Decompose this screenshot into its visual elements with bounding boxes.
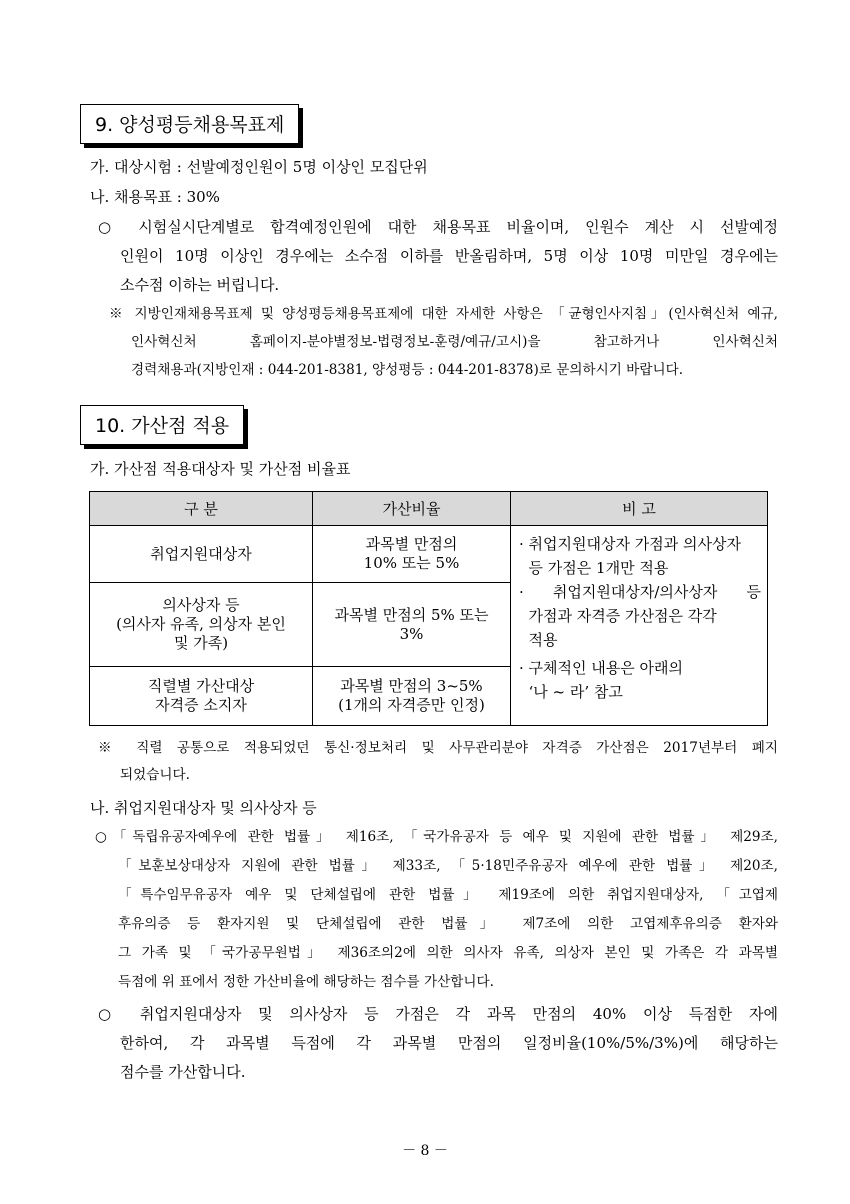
- table-cell-category: [90, 583, 313, 667]
- table-cell-ratio: [313, 526, 511, 583]
- cell-line: 직렬별 가산대상: [147, 677, 255, 695]
- paragraph-line: 「특수임무유공자 예우 및 단체설립에 관한 법률」 제19조에 의한 취업지원대상자, 「고엽제: [118, 887, 778, 903]
- section-9-item-na: 나. 채용목표 : 30%: [90, 188, 220, 206]
- veteran-paragraph: [95, 823, 778, 997]
- table-cell-remarks: [511, 526, 768, 726]
- section-9-bullet-line: ○ 시험실시단계별로 합격예정인원에 대한 채용목표 비율이며, 인원수 계산 시 선발예정: [98, 218, 778, 236]
- table-header-row: [90, 492, 768, 526]
- cell-line: 및 가족): [173, 634, 229, 652]
- section-9-bullet-line: 인원이 10명 이상인 경우에는 소수점 이하를 반올림하며, 5명 이상 10명 미만일 경우에는: [120, 247, 778, 265]
- section-9-note-line: 경력채용과(지방인재 : 044-201-8381, 양성평등 : 044-201-8378)로 문의하시기 바랍니다.: [131, 362, 684, 378]
- paragraph-line: 그 가족 및 「국가공무원법」 제36조의2에 의한 의사자 유족, 의상자 본인 및 가족은 각 과목별: [118, 945, 778, 961]
- section-10-item-ga: 가. 가산점 적용대상자 및 가산점 비율표: [90, 460, 351, 478]
- section-9-bullet-line: 소수점 이하는 버립니다.: [120, 276, 280, 294]
- remark-item: · 취업지원대상자 가점과 의사상자 등 가점은 1개만 적용: [519, 535, 741, 577]
- paragraph-line: ○ 취업지원대상자 및 의사상자 등 가점은 각 과목 만점의 40% 이상 득점한 자에: [98, 1005, 778, 1023]
- cell-line: (의사자 유족, 의상자 본인: [116, 615, 286, 633]
- table-header-remarks: 비 고: [511, 492, 768, 526]
- section-10-title: 10. 가산점 적용: [80, 405, 244, 445]
- table-cell-category: [90, 526, 313, 583]
- bonus-paragraph: [98, 1000, 778, 1087]
- section-9-item-ga: 가. 대상시험 : 선발예정인원이 5명 이상인 모집단위: [90, 158, 428, 176]
- table-note-line: ※ 직렬 공통으로 적용되었던 통신·정보처리 및 사무관리분야 자격증 가산점은 2017년부터 폐지: [98, 740, 778, 756]
- remark-item: · 취업지원대상자/의사상자 등 가점과 자격증 가산점은 각각 적용: [519, 583, 761, 649]
- paragraph-line: ○「독립유공자예우에 관한 법률」 제16조, 「국가유공자 등 예우 및 지원에 관한 법률」 제29조,: [95, 829, 778, 845]
- section-9-note-line: ※ 지방인재채용목표제 및 양성평등채용목표제에 대한 자세한 사항은 「균형인사지침」(인사혁신처 예규,: [109, 306, 778, 322]
- paragraph-line: 「보훈보상대상자 지원에 관한 법률」 제33조, 「5·18민주유공자 예우에 관한 법률」 제20조,: [118, 858, 778, 874]
- cell-line: 과목별 만점의: [365, 535, 458, 553]
- cell-line: 과목별 만점의 5% 또는: [334, 605, 489, 624]
- paragraph-line: 점수를 가산합니다.: [120, 1063, 246, 1081]
- paragraph-line: 한하여, 각 과목별 득점에 각 과목별 만점의 일정비율(10%/5%/3%)에 해당하는: [120, 1034, 778, 1052]
- table-note-line: 되었습니다.: [120, 767, 190, 783]
- bonus-ratio-table: [89, 491, 768, 726]
- section-9-title: 9. 양성평등채용목표제: [80, 104, 299, 144]
- paragraph-line: 득점에 위 표에서 정한 가산비율에 해당하는 점수를 가산합니다.: [118, 974, 494, 990]
- cell-line: (1개의 자격증만 인정): [338, 696, 485, 714]
- table-header-ratio: 가산비율: [313, 492, 511, 526]
- cell-line: 10% 또는 5%: [363, 554, 460, 572]
- table-row: [90, 526, 768, 583]
- remark-item: · 구체적인 내용은 아래의 ‘나 ~ 라’ 참고: [519, 659, 683, 701]
- table-cell-ratio: [313, 583, 511, 667]
- section-10-item-na: 나. 취업지원대상자 및 의사상자 등: [90, 799, 317, 817]
- paragraph-line: 후유의증 등 환자지원 및 단체설립에 관한 법률」 제7조에 의한 고엽제후유의증 환자와: [118, 916, 778, 932]
- cell-line: 자격증 소지자: [155, 696, 247, 714]
- cell-line: 취업지원대상자: [150, 544, 252, 563]
- table-cell-ratio: [313, 667, 511, 726]
- cell-line: 3%: [399, 624, 424, 643]
- page-number: － 8 －: [402, 1143, 448, 1159]
- cell-line: 의사상자 등: [162, 596, 240, 614]
- section-9-note-line: 인사혁신처 홈페이지-분야별정보-법령정보-훈령/예규/고시)을 참고하거나 인사혁신처: [131, 334, 778, 350]
- table-header-category: 구 분: [90, 492, 313, 526]
- table-cell-category: [90, 667, 313, 726]
- cell-line: 과목별 만점의 3~5%: [340, 677, 483, 695]
